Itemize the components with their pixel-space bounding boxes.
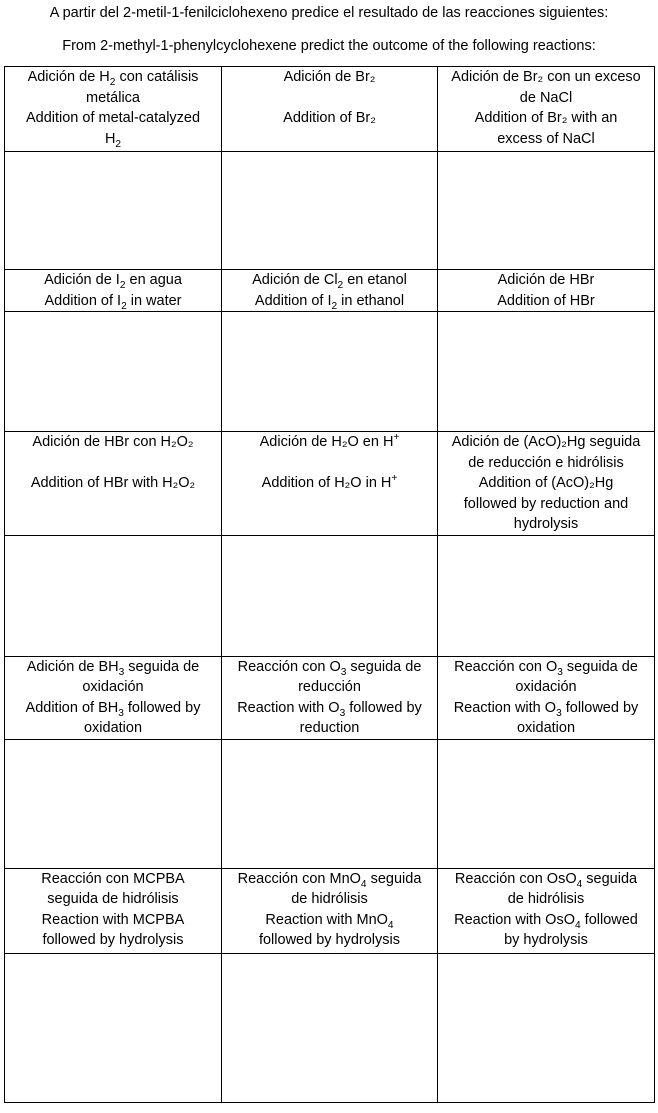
reaction-label-line: Reaction with $O_3$ followed by: [453, 699, 639, 719]
reaction-label-line: Reacción con $O_3$ seguida de: [237, 658, 422, 678]
reaction-label-line: oxidación: [82, 679, 144, 695]
reaction-label-line: Adición de $I_2$ en agua: [44, 272, 182, 291]
answer-cell[interactable]: [438, 739, 655, 868]
reaction-label-line: Reaction with OsO$_4$ followed: [454, 911, 638, 931]
reaction-label-line: Reaction with MCPBA: [41, 911, 185, 928]
reaction-label-line: followed by hydrolysis: [258, 932, 401, 948]
reaction-label-cell: [222, 868, 438, 953]
reaction-label-line: Reacción con MnO$_4$ seguida: [237, 870, 422, 890]
reaction-label-line: Adición de HBr con H₂O₂: [32, 434, 194, 450]
reaction-label-line: oxidation: [516, 720, 576, 736]
reaction-label-line: Addition of H₂O in H+: [261, 473, 398, 491]
reaction-label-line: Adición de $BH_3$ seguida de: [26, 658, 200, 678]
reaction-label-line: $H_2$: [104, 130, 122, 150]
reaction-label-cell: [438, 656, 655, 739]
reaction-label-line: [9, 453, 217, 474]
reaction-label-cell: [222, 67, 438, 152]
reaction-label-line: Addition of HBr: [497, 292, 595, 309]
reaction-label-cell: [222, 656, 438, 739]
reaction-label-line: Addition of $BH_3$ followed by: [25, 699, 201, 719]
reactions-table: [4, 66, 655, 1103]
answer-row: [5, 535, 655, 656]
reaction-label-line: Addition of metal-catalyzed: [25, 110, 201, 126]
reaction-label-line: Addition of $I_2$ in ethanol: [254, 292, 405, 312]
reaction-label-line: Reacción con OsO$_4$ seguida: [454, 870, 638, 890]
answer-cell[interactable]: [5, 739, 222, 868]
reaction-label-cell: [222, 432, 438, 536]
instructions-spanish: A partir del 2-metil-1-fenilciclohexeno predice el resultado de las reacciones siguientes:: [49, 5, 609, 21]
reaction-label-line: Adición de (AcO)₂Hg seguida: [451, 434, 641, 450]
reaction-label-line: oxidation: [83, 720, 143, 736]
reaction-label-line: seguida de hidrólisis: [47, 891, 179, 907]
reaction-label-line: reduction: [299, 720, 360, 736]
reaction-label-line: de NaCl: [519, 89, 573, 106]
reaction-label-row: [5, 432, 655, 536]
answer-cell[interactable]: [222, 152, 438, 270]
reaction-label-line: de hidrólisis: [291, 891, 368, 907]
reaction-label-line: Adición de H₂O en H+: [259, 432, 400, 450]
answer-cell[interactable]: [438, 312, 655, 432]
reaction-label-line: followed by reduction and: [463, 495, 629, 512]
reaction-label-line: followed by hydrolysis: [42, 932, 184, 948]
reaction-label-cell: [5, 67, 222, 152]
answer-cell[interactable]: [5, 312, 222, 432]
reaction-label-cell: [5, 270, 222, 312]
reaction-label-line: Reaction with $O_3$ followed by: [237, 699, 422, 719]
answer-cell[interactable]: [438, 953, 655, 1102]
answer-cell[interactable]: [222, 739, 438, 868]
reaction-label-row: [5, 868, 655, 953]
answer-cell[interactable]: [438, 152, 655, 270]
reaction-label-cell: [438, 270, 655, 312]
reaction-label-row: [5, 270, 655, 312]
reaction-label-line: Reaction with MnO$_4$: [265, 911, 394, 931]
reaction-label-line: Adición de $H_2$ con catálisis: [27, 69, 199, 88]
reaction-label-line: excess of NaCl: [497, 130, 595, 147]
reaction-label-line: oxidación: [515, 679, 577, 695]
reaction-label-line: Addition of (AcO)₂Hg: [478, 475, 614, 491]
reaction-label-line: Addition of HBr with H₂O₂: [30, 475, 196, 491]
reaction-label-cell: [438, 432, 655, 536]
reaction-label-line: reducción: [298, 679, 361, 695]
reaction-label-line: Adición de $Cl_2$ en etanol: [252, 272, 407, 291]
reaction-label-line: metálica: [86, 89, 140, 106]
answer-row: [5, 953, 655, 1102]
reaction-label-line: Adición de HBr: [497, 272, 595, 288]
reaction-label-row: [5, 67, 655, 152]
reaction-label-line: [226, 453, 433, 474]
reactions-table-body: [5, 67, 655, 1103]
answer-row: [5, 152, 655, 270]
reaction-label-cell: [5, 656, 222, 739]
reaction-label-line: Reacción con MCPBA: [41, 870, 185, 887]
answer-cell[interactable]: [5, 152, 222, 270]
reaction-label-line: Adición de Br₂ con un exceso: [451, 69, 641, 85]
instructions-english: From 2-methyl-1-phenylcyclohexene predict the outcome of the following reactions:: [62, 38, 596, 54]
reaction-label-line: [226, 88, 433, 109]
reaction-label-line: hydrolysis: [513, 516, 579, 532]
reaction-label-line: Adición de Br₂: [283, 69, 376, 85]
answer-cell[interactable]: [222, 953, 438, 1102]
answer-cell[interactable]: [5, 953, 222, 1102]
reaction-label-line: Addition of $I_2$ in water: [44, 292, 182, 312]
reaction-label-cell: [438, 67, 655, 152]
reaction-label-line: Addition of Br₂ with an: [474, 110, 618, 126]
answer-cell[interactable]: [438, 535, 655, 656]
reaction-label-line: de hidrólisis: [507, 891, 585, 907]
reaction-label-line: by hydrolysis: [504, 932, 588, 948]
reaction-label-cell: [5, 868, 222, 953]
answer-cell[interactable]: [222, 535, 438, 656]
reaction-label-line: Addition of Br₂: [283, 110, 376, 126]
answer-row: [5, 312, 655, 432]
reaction-label-row: [5, 656, 655, 739]
reaction-label-cell: [5, 432, 222, 536]
reaction-label-line: de reducción e hidrólisis: [468, 454, 624, 471]
reaction-label-line: Reacción con $O_3$ seguida de: [454, 658, 638, 678]
reaction-label-cell: [222, 270, 438, 312]
reaction-label-cell: [438, 868, 655, 953]
answer-cell[interactable]: [222, 312, 438, 432]
answer-cell[interactable]: [5, 535, 222, 656]
answer-row: [5, 739, 655, 868]
